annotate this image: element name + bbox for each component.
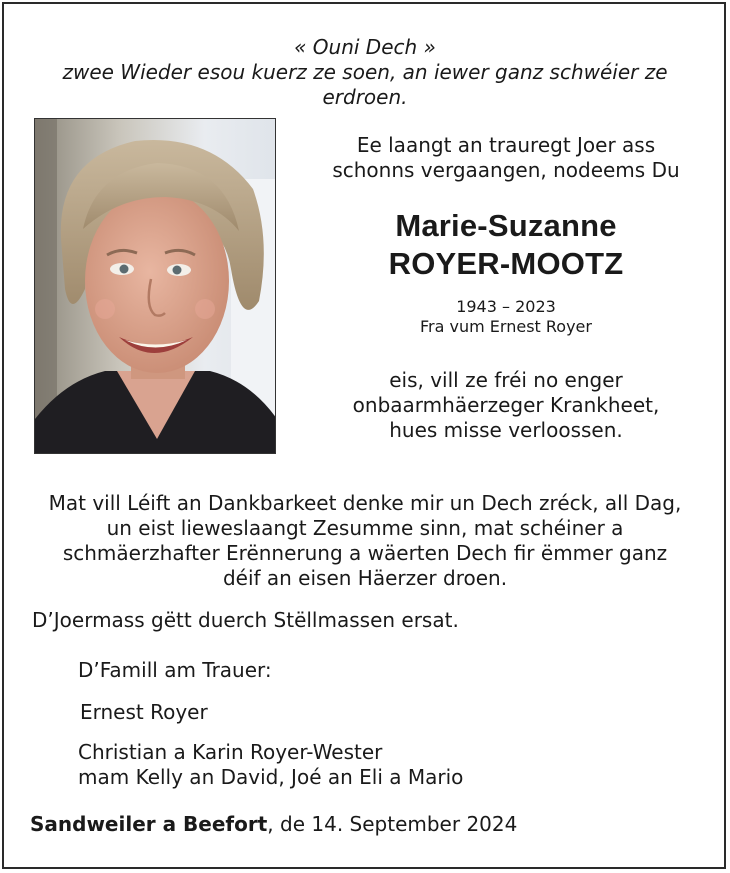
- closing-line-1: eis, vill ze fréi no enger: [389, 368, 623, 392]
- portrait-photo: [34, 118, 276, 454]
- family-children: Christian a Karin Royer-Wester: [78, 740, 383, 764]
- closing-text: [300, 368, 712, 443]
- family-spouse: Ernest Royer: [80, 700, 208, 724]
- name-first: Marie-Suzanne: [395, 208, 617, 243]
- intro-quote: [20, 35, 710, 110]
- closing-line-2: onbaarmhäerzeger Krankheet,: [352, 393, 660, 417]
- name-last: ROYER-MOOTZ: [388, 246, 624, 281]
- spouse-line: Fra vum Ernest Royer: [420, 317, 592, 336]
- intro-line-2: erdroen.: [322, 85, 408, 109]
- gratitude-line-1: Mat vill Léift an Dankbarkeet denke mir un Dech zréck, all Dag,: [48, 491, 682, 515]
- footer-line: [30, 812, 517, 837]
- gratitude-paragraph: [20, 491, 710, 591]
- family-heading: D’Famill am Trauer:: [78, 658, 272, 682]
- gratitude-line-3: schmäerzhafter Erënnerung a wäerten Dech fir ëmmer ganz: [62, 541, 668, 565]
- announcement-text: [300, 133, 712, 183]
- deceased-name: [300, 207, 712, 283]
- gratitude-line-2: un eist lieweslaangt Zesumme sinn, mat schéiner a: [106, 516, 624, 540]
- opening-line-1: Ee laangt an trauregt Joer ass: [356, 133, 656, 157]
- footer-place: Sandweiler a Beefort: [30, 812, 268, 836]
- closing-line-3: hues misse verloossen.: [389, 418, 623, 442]
- intro-title: « Ouni Dech »: [294, 35, 436, 59]
- life-details: [300, 297, 712, 337]
- intro-line-1: zwee Wieder esou kuerz ze soen, an iewer ganz schwéier ze: [62, 60, 668, 84]
- footer-date: , de 14. September 2024: [267, 812, 518, 836]
- gratitude-line-4: déif an eisen Häerzer droen.: [222, 566, 508, 590]
- life-years: 1943 – 2023: [456, 297, 556, 316]
- opening-line-2: schonns vergaangen, nodeems Du: [332, 158, 680, 182]
- mass-notice: D’Joermass gëtt duerch Stëllmassen ersat.: [32, 608, 459, 632]
- family-grandchildren: mam Kelly an David, Joé an Eli a Mario: [78, 765, 464, 789]
